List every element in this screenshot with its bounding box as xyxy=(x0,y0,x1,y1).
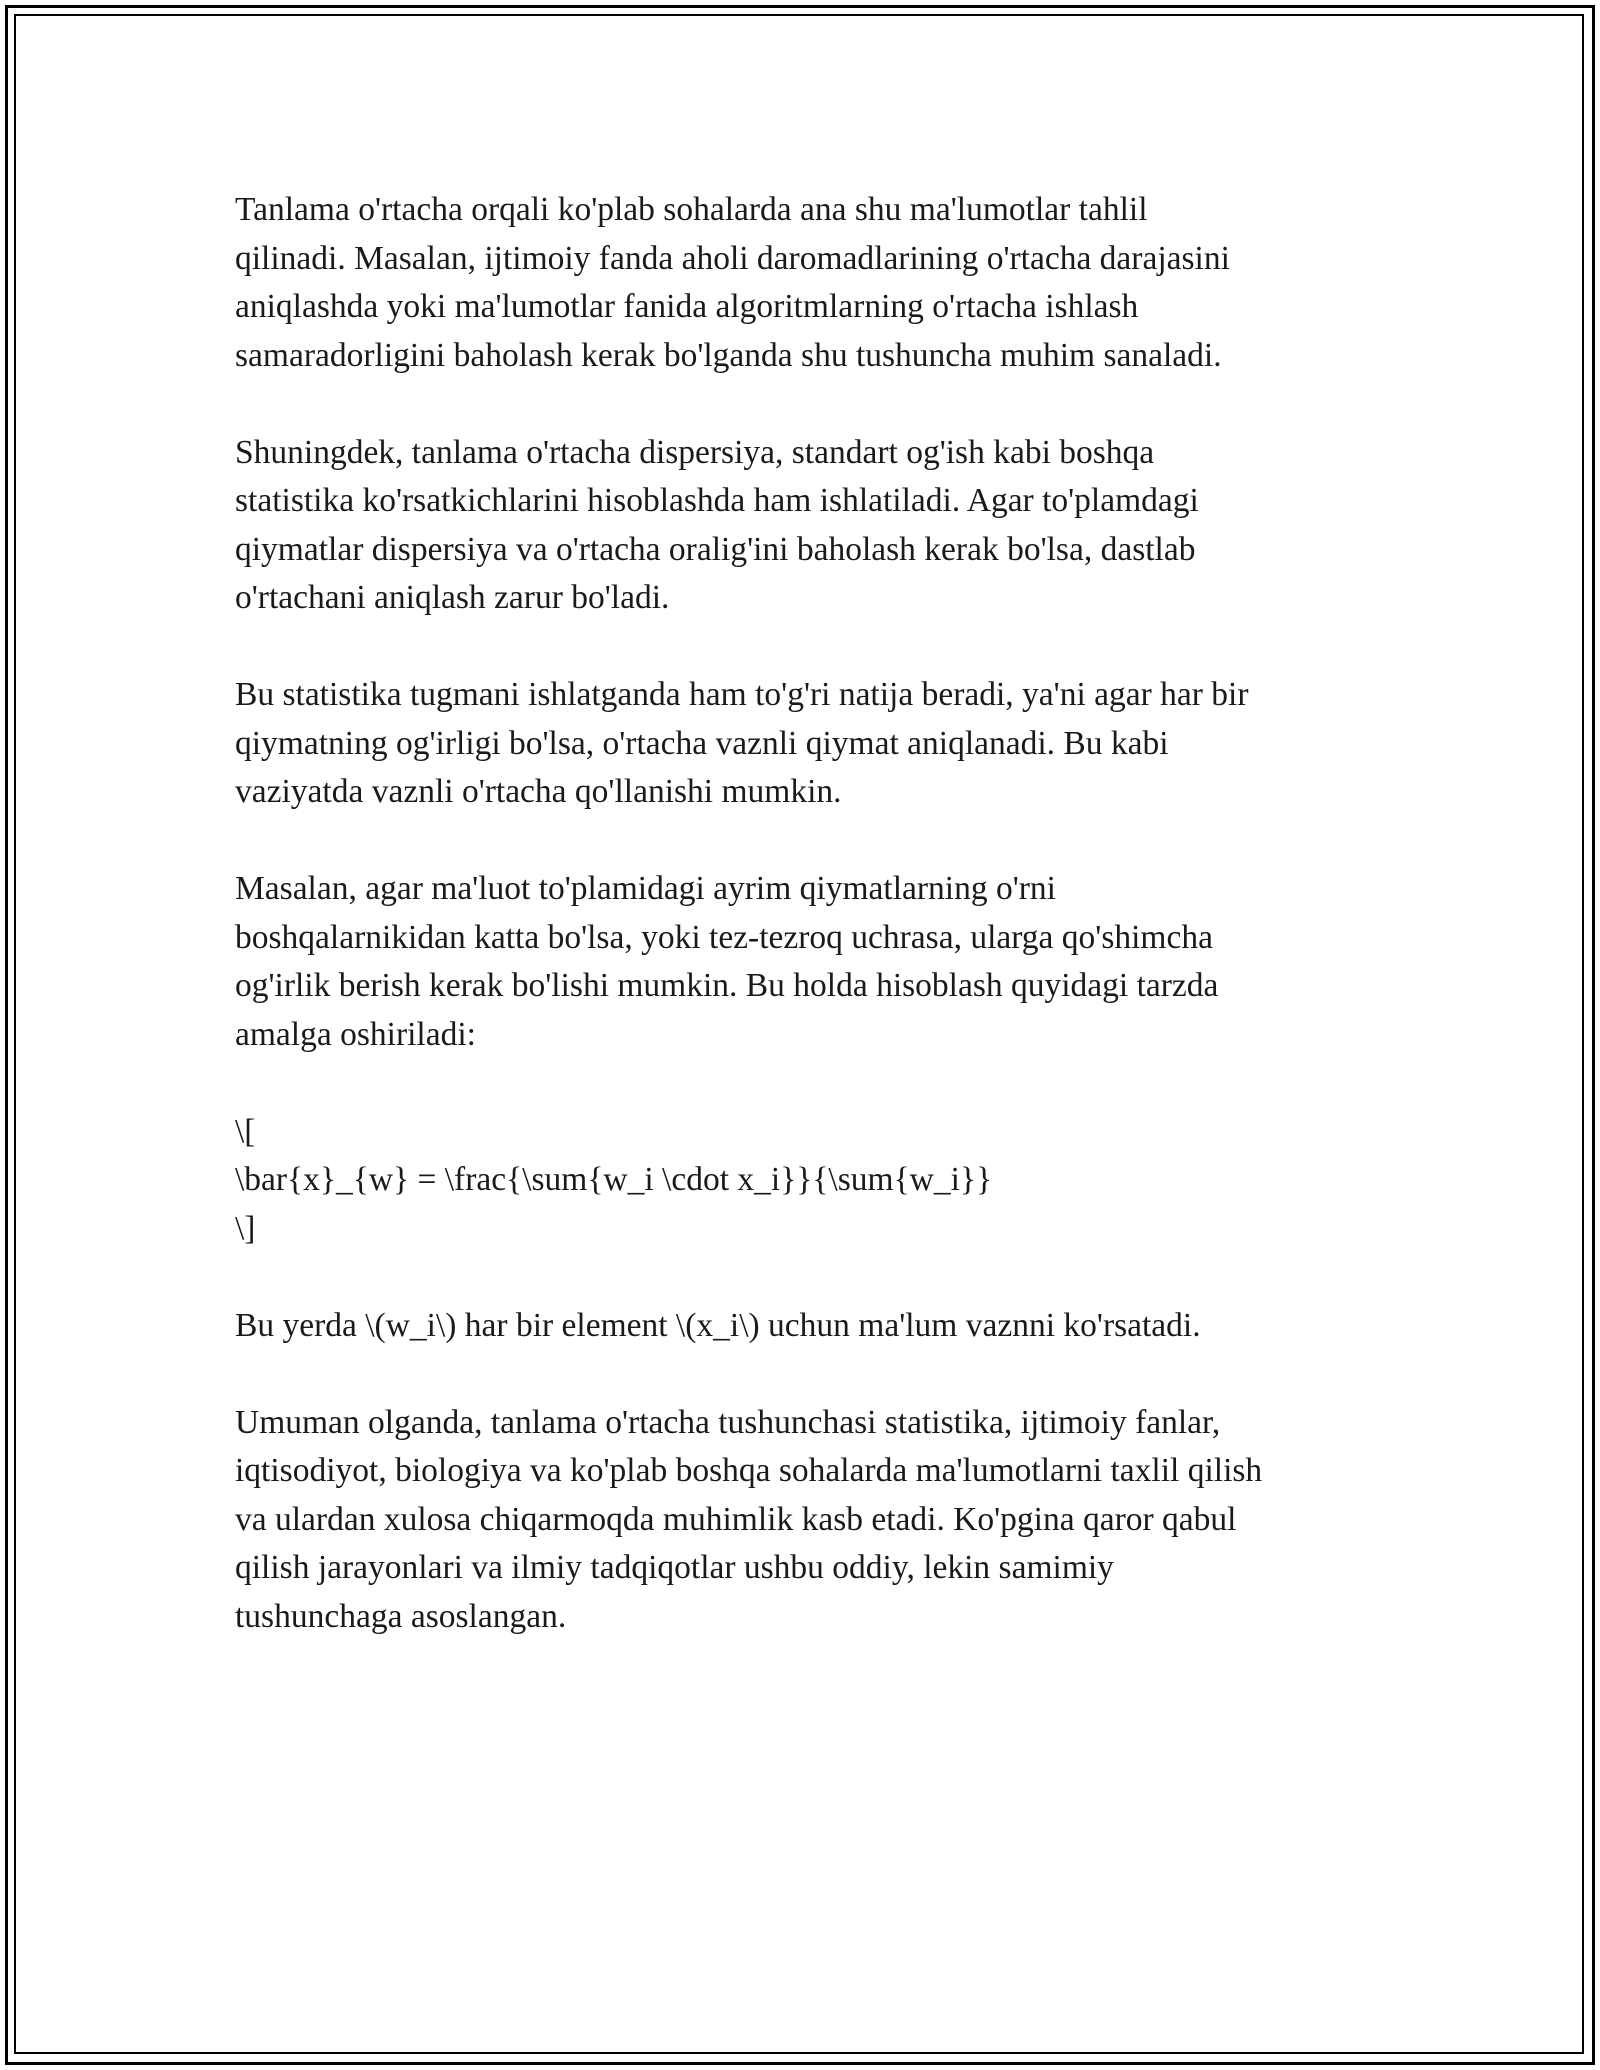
paragraph-sample-mean-usage: Tanlama o'rtacha orqali ko'plab sohalarda ana shu ma'lumotlar tahlil qilinadi. Masalan, ijtimoiy fanda aholi daromadlarining o'rtacha darajasini aniqlashda yoki ma'lumotlar fanida algoritmlarning o'rtacha ishlash samaradorligini baholash kerak bo'lganda shu tushuncha muhim sanaladi. xyxy=(235,191,1230,374)
document-body xyxy=(235,186,1395,1690)
paragraph-formula-explanation: Bu yerda \(w_i\) har bir element \(x_i\) uchun ma'lum vaznni ko'rsatadi. xyxy=(235,1306,1201,1344)
formula-body: \bar{x}_{w} = \frac{\sum{w_i \cdot x_i}}{\sum{w_i}} xyxy=(235,1161,993,1198)
formula-close-delimiter: \] xyxy=(235,1209,256,1247)
weighted-mean-formula xyxy=(235,1108,1395,1254)
paragraph-conclusion: Umuman olganda, tanlama o'rtacha tushunchasi statistika, ijtimoiy fanlar, iqtisodiyot, biologiya va ko'plab boshqa sohalarda ma'lumotlarni taxlil qilish va ulardan xulosa chiqarmoqda muhimlik kasb etadi. Ko'pgina qaror qabul qilish jarayonlari va ilmiy tadqiqotlar ushbu oddiy, lekin samimiy tushunchaga asoslangan. xyxy=(235,1403,1263,1635)
paragraph-weights-example: Masalan, agar ma'luot to'plamidagi ayrim qiymatlarning o'rni boshqalarnikidan katta bo'lsa, yoki tez-tezroq uchrasa, ularga qo'shimcha og'irlik berish kerak bo'lishi mumkin. Bu holda hisoblash quyidagi tarzda amalga oshiriladi: xyxy=(235,870,1219,1053)
paragraph-weighted-mean: Bu statistika tugmani ishlatganda ham to'g'ri natija beradi, ya'ni agar har bir qiymatning og'irligi bo'lsa, o'rtacha vaznli qiymat aniqlanadi. Bu kabi vaziyatda vaznli o'rtacha qo'llanishi mumkin. xyxy=(235,676,1249,810)
formula-open-delimiter: \[ xyxy=(235,1112,256,1150)
paragraph-dispersion: Shuningdek, tanlama o'rtacha dispersiya, standart og'ish kabi boshqa statistika ko'rsatkichlarini hisoblashda ham ishlatiladi. Agar to'plamdagi qiymatlar dispersiya va o'rtacha oralig'ini baholash kerak bo'lsa, dastlab o'rtachani aniqlash zarur bo'ladi. xyxy=(235,433,1199,616)
